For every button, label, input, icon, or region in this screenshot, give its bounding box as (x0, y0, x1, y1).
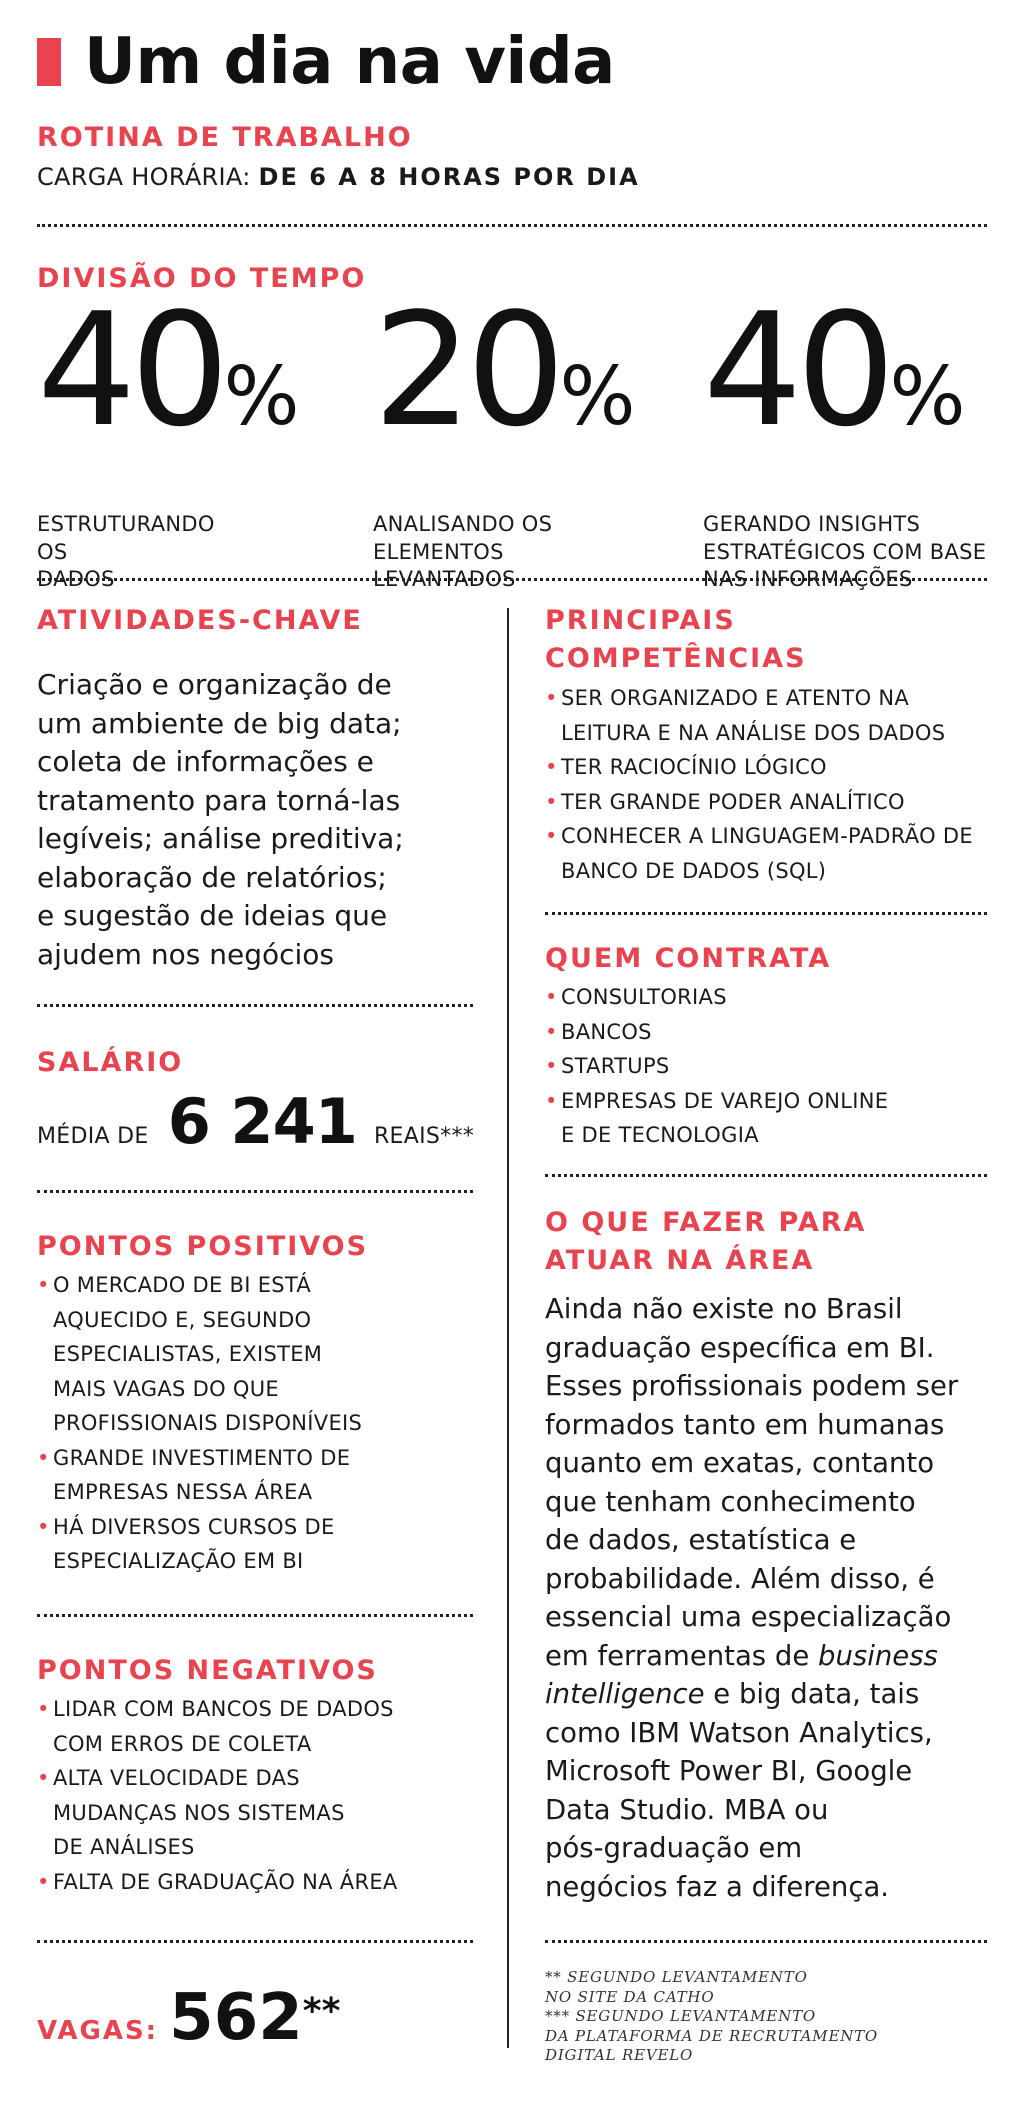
percentage-caption: ESTRUTURANDO OS DADOS (37, 512, 215, 591)
competencies-label: PRINCIPAIS COMPETÊNCIAS (545, 605, 807, 674)
list-item: • TER RACIOCÍNIO LÓGICO (545, 750, 1005, 785)
column-divider (507, 608, 509, 2048)
percentage-value: 40% (703, 279, 966, 461)
list-item: • LIDAR COM BANCOS DE DADOS COM ERROS DE COLETA (37, 1692, 497, 1761)
hirers-list (545, 980, 1005, 1153)
time-split-label: DIVISÃO DO TEMPO (37, 263, 367, 294)
divider (37, 1614, 473, 1617)
how-to-text: Ainda não existe no Brasil graduação específica em BI. Esses profissionais podem ser formados tanto em humanas quanto em exatas, contanto que tenham conhecimento de dados, estatística e probabilidade. Além disso, é essencial uma especialização em ferramentas de business intelligence e big data, tais como IBM Watson Analytics, Microsoft Power BI, Google Data Studio. MBA ou pós-graduação em negócios faz a diferença. (545, 1293, 959, 1903)
list-item: • SER ORGANIZADO E ATENTO NA LEITURA E NA ANÁLISE DOS DADOS (545, 681, 1005, 750)
page-title: Um dia na vida (84, 25, 615, 99)
vacancies-row (37, 1978, 340, 2074)
how-to-label: O QUE FAZER PARA ATUAR NA ÁREA (545, 1207, 867, 1276)
work-hours (37, 160, 640, 195)
salary-value: 6 241 (167, 1085, 357, 1158)
divider (37, 1940, 473, 1943)
vacancies-value: 562 (169, 1981, 303, 2055)
key-activities-text: Criação e organização de um ambiente de big data; coleta de informações e tratamento para torná-las legíveis; análise preditiva; elaboração de relatórios; e sugestão de ideias que ajudem nos negócios (37, 668, 404, 971)
divider (545, 912, 987, 915)
vacancies-footnote-mark: ** (302, 1990, 341, 2032)
salary-suffix: REAIS*** (373, 1124, 475, 1149)
divider (545, 1174, 987, 1177)
divider (37, 1004, 473, 1007)
list-item: • ALTA VELOCIDADE DAS MUDANÇAS NOS SISTEMAS DE ANÁLISES (37, 1761, 497, 1865)
list-item: • BANCOS (545, 1015, 1005, 1050)
percentage-value: 40% (37, 279, 300, 461)
title-accent-bar (37, 38, 61, 86)
list-item: • CONHECER A LINGUAGEM-PADRÃO DE BANCO DE DADOS (SQL) (545, 819, 1005, 888)
divider (37, 1190, 473, 1193)
list-item: • HÁ DIVERSOS CURSOS DE ESPECIALIZAÇÃO EM BI (37, 1510, 497, 1579)
negatives-list (37, 1692, 497, 1899)
list-item: • CONSULTORIAS (545, 980, 1005, 1015)
time-split-item-2 (373, 279, 683, 594)
key-activities-label: ATIVIDADES-CHAVE (37, 605, 363, 636)
work-hours-prefix: CARGA HORÁRIA: (37, 163, 251, 191)
competencies-list (545, 681, 1005, 888)
list-item: • GRANDE INVESTIMENTO DE EMPRESAS NESSA ÁREA (37, 1441, 497, 1510)
vacancies-label: VAGAS: (37, 2016, 159, 2046)
time-split-item-3 (703, 279, 1013, 594)
divider (545, 1940, 987, 1943)
list-item: • STARTUPS (545, 1049, 1005, 1084)
footnotes: ** SEGUNDO LEVANTAMENTO NO SITE DA CATHO *** SEGUNDO LEVANTAMENTO DA PLATAFORMA DE RECRUTAMENTO DIGITAL REVELO (545, 1968, 879, 2064)
salary-label: SALÁRIO (37, 1047, 184, 1078)
list-item: • O MERCADO DE BI ESTÁ AQUECIDO E, SEGUNDO ESPECIALISTAS, EXISTEM MAIS VAGAS DO QUE PROFISSIONAIS DISPONÍVEIS (37, 1268, 497, 1441)
percentage-caption: GERANDO INSIGHTS ESTRATÉGICOS COM BASE NAS INFORMAÇÕES (703, 512, 987, 591)
percentage-value: 20% (373, 279, 636, 461)
positives-label: PONTOS POSITIVOS (37, 1231, 369, 1262)
divider (37, 224, 987, 227)
routine-label: ROTINA DE TRABALHO (37, 122, 413, 153)
work-hours-value: DE 6 A 8 HORAS POR DIA (258, 163, 640, 191)
hirers-label: QUEM CONTRATA (545, 943, 832, 974)
negatives-label: PONTOS NEGATIVOS (37, 1655, 378, 1686)
time-split-item-1 (37, 279, 347, 594)
salary-row (37, 1082, 474, 1178)
list-item: • TER GRANDE PODER ANALÍTICO (545, 785, 1005, 820)
positives-list (37, 1268, 497, 1579)
divider (37, 578, 987, 581)
list-item: • EMPRESAS DE VAREJO ONLINE E DE TECNOLOGIA (545, 1084, 1005, 1153)
list-item: • FALTA DE GRADUAÇÃO NA ÁREA (37, 1865, 497, 1900)
salary-prefix: MÉDIA DE (37, 1124, 149, 1149)
percentage-caption: ANALISANDO OS ELEMENTOS LEVANTADOS (373, 512, 553, 591)
